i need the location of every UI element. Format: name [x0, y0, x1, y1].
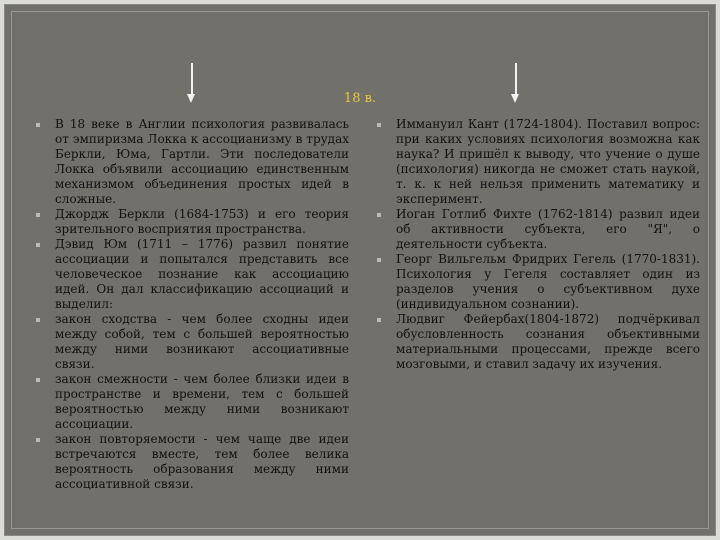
list-item	[55, 312, 349, 372]
bullet-icon	[36, 123, 40, 127]
list-item	[396, 312, 700, 372]
list-item	[55, 117, 349, 207]
list-item	[55, 237, 349, 312]
bullet-icon	[36, 378, 40, 382]
list-item-text: закон повторяемости - чем чаще две идеи встречаются вместе, тем более велика вероятность образования между ними ассоциативной связи.	[55, 432, 349, 491]
list-item-text: закон смежности - чем более близки идеи в пространстве и времени, тем с большей вероятностью между ними возникают ассоциации.	[55, 372, 349, 431]
list-item-text: В 18 веке в Англии психология развивалась от эмпиризма Локка к ассоцианизму в трудах Беркли, Юма, Гартли. Эти последователи Локка объявили ассоциацию единственным механизмом объединения простых идей в сложные.	[55, 117, 349, 206]
list-item	[396, 207, 700, 252]
list-item-text: Иммануил Кант (1724-1804). Поставил вопрос: при каких условиях психология возможна как наука? И пришёл к выводу, что учение о душе (психология) никогда не сможет стать наукой, т. к. к ней нельзя применить математику и эксперимент.	[396, 117, 700, 206]
bullet-icon	[377, 213, 381, 217]
slide	[4, 4, 716, 536]
list-item	[55, 372, 349, 432]
list-item-text: Иоган Готлиб Фихте (1762-1814) развил идеи об активности субъекта, его "Я", о деятельности субъекта.	[396, 207, 700, 251]
list-item-text: Джордж Беркли (1684-1753) и его теория зрительного восприятия пространства.	[55, 207, 349, 236]
bullet-icon	[36, 318, 40, 322]
list-item	[55, 207, 349, 237]
bullet-icon	[36, 243, 40, 247]
list-item-text: Дэвид Юм (1711 – 1776) развил понятие ассоциации и попытался представить все человеческое познание как ассоциацию идей. Он дал классификацию ассоциаций и выделил:	[55, 237, 349, 311]
bullet-icon	[377, 258, 381, 262]
list-item-text: Людвиг Фейербах(1804-1872) подчёркивал обусловленность сознания объективными материальными процессами, прежде всего мозговыми, и ставил задачу их изучения.	[396, 312, 700, 371]
list-item-text: Георг Вильгельм Фридрих Гегель (1770-1831). Психология у Гегеля составляет один из разделов учения о субъективном духе (индивидуальном сознании).	[396, 252, 700, 311]
list-item	[396, 252, 700, 312]
bullet-icon	[36, 438, 40, 442]
bullet-icon	[377, 318, 381, 322]
list-item-text: закон сходства - чем более сходны идеи между собой, тем с большей вероятностью между ними возникают ассоциативные связи.	[55, 312, 349, 371]
bullet-icon	[377, 123, 381, 127]
left-column	[55, 117, 349, 492]
list-item	[396, 117, 700, 207]
slide-title: 18 в.	[343, 91, 377, 106]
list-item	[55, 432, 349, 492]
bullet-icon	[36, 213, 40, 217]
right-column	[396, 117, 700, 372]
